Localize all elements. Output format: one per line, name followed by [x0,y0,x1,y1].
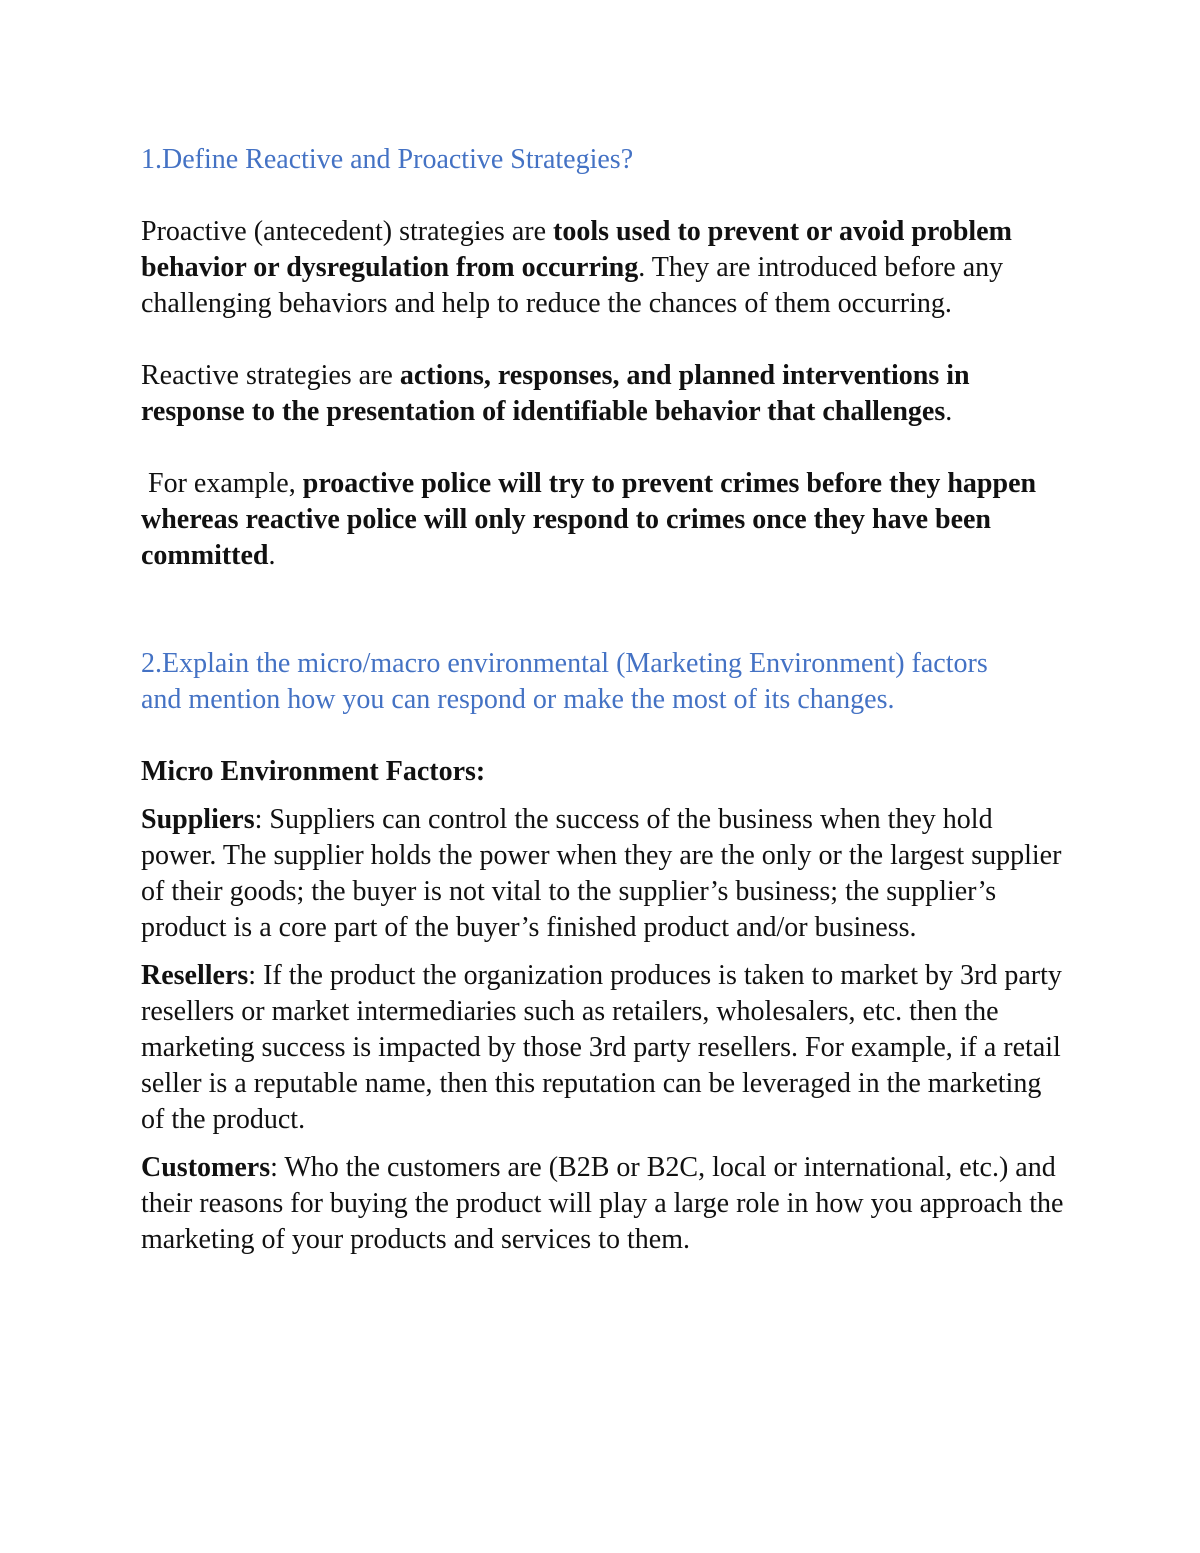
example-text-start: For example, [141,468,303,499]
question-1-heading: 1.Define Reactive and Proactive Strategies? [141,144,634,175]
proactive-text-end: . They are introduced before any challenging behaviors and help to reduce the chances of them occurring. [141,252,1004,319]
example-text-end: . [268,540,276,571]
customers-term: Customers [141,1152,271,1183]
customers-text: : Who the customers are (B2B or B2C, local or international, etc.) and their reasons for buying the product will play a large role in how you approach the marketing of your products and services to them. [141,1152,1064,1255]
suppliers-text: : Suppliers can control the success of the business when they hold power. The supplier holds the power when they are the only or the largest supplier of their goods; the buyer is not vital to the supplier’s business; the supplier’s product is a core part of the buyer’s finished product and/or business. [141,804,1062,943]
proactive-text-start: Proactive (antecedent) strategies are [141,216,554,247]
reactive-text-end: . [945,396,953,427]
question-2-heading-line-2: and mention how you can respond or make the most of its changes. [141,684,895,715]
proactive-bold-text: tools used to prevent or avoid problem behavior or dysregulation from occurring [141,216,1012,283]
question-2-heading-line-1: 2.Explain the micro/macro environmental (Marketing Environment) factors [141,648,988,679]
resellers-term: Resellers [141,960,249,991]
reactive-bold-text: actions, responses, and planned interventions in response to the presentation of identifiable behavior that challenges [141,360,970,427]
resellers-text: : If the product the organization produces is taken to market by 3rd party resellers or market intermediaries such as retailers, wholesalers, etc. then the marketing success is impacted by those 3rd party resellers. For example, if a retail seller is a reputable name, then this reputation can be leveraged in the marketing of the product. [141,960,1062,1135]
suppliers-term: Suppliers [141,804,255,835]
customers-paragraph [141,1150,1071,1258]
example-bold-text: proactive police will try to prevent crimes before they happen whereas reactive police will only respond to crimes once they have been committed [141,468,1044,571]
example-paragraph [141,466,1071,574]
reactive-definition [141,358,1071,430]
resellers-paragraph [141,958,1071,1138]
proactive-definition [141,214,1071,322]
micro-environment-heading: Micro Environment Factors: [141,756,486,787]
suppliers-paragraph [141,802,1071,946]
reactive-text-start: Reactive strategies are [141,360,400,391]
document-page [141,142,1071,1258]
